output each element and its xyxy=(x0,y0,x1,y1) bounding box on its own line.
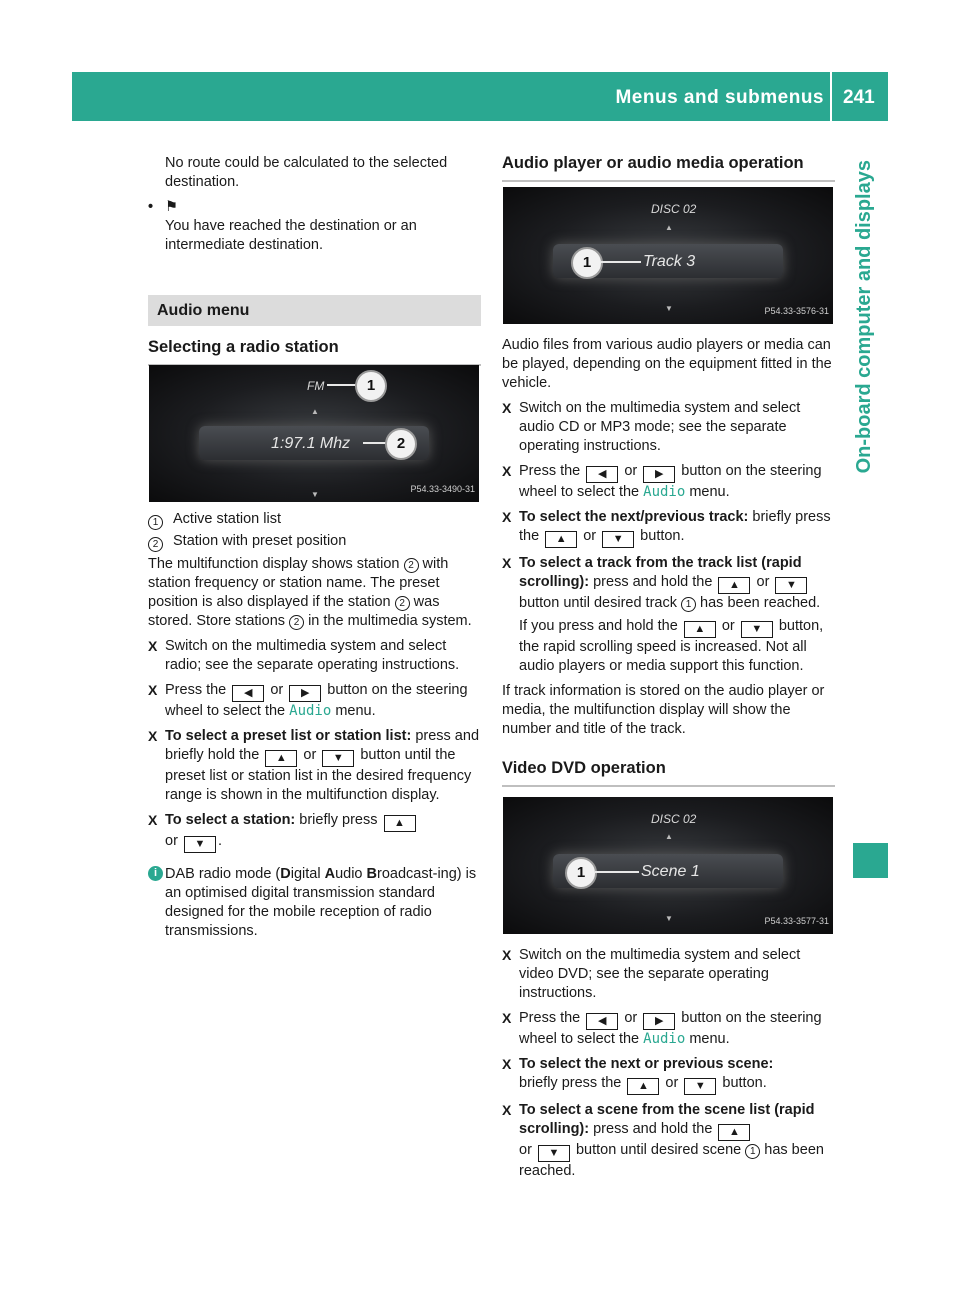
video-step-4: X To select a scene from the scene list (rapid scrolling): press and hold the ▲ or ▼ button until desired scene 1 has been reached. xyxy=(502,1102,824,1179)
bullet-text: You have reached the destination or an intermediate destination. xyxy=(165,218,417,253)
disc-label: DISC 02 xyxy=(651,812,697,826)
callout-2: 2 xyxy=(385,428,417,460)
left-column-lower xyxy=(148,510,481,941)
left-column xyxy=(148,154,481,376)
audio-menu-name: Audio xyxy=(643,1031,686,1047)
audio-display-image xyxy=(503,187,833,324)
down-key-icon: ▼ xyxy=(538,1145,570,1162)
left-key-icon: ◀ xyxy=(586,1013,618,1030)
right-column-audio xyxy=(502,336,835,797)
radio-step-2: X Press the ◀ or ▶ button on the steering wheel to select the Audio menu. xyxy=(148,682,468,719)
radio-step-3: X To select a preset list or station list: press and briefly hold the ▲ or ▼ button until the preset list or station list in the desired frequency range is shown in the multifunction display. xyxy=(148,728,480,803)
audio-step-2: X Press the ◀ or ▶ button on the steering wheel to select the Audio menu. xyxy=(502,463,822,500)
ref-1: 1 xyxy=(681,597,696,612)
down-key-icon: ▼ xyxy=(322,750,354,767)
legend-num-2: 2 xyxy=(148,537,163,552)
audio-step-3: X To select the next/previous track: briefly press the ▲ or ▼ button. xyxy=(502,508,835,548)
up-key-icon: ▲ xyxy=(384,815,416,832)
left-key-icon: ◀ xyxy=(232,685,264,702)
band-label: FM xyxy=(307,379,325,393)
down-key-icon: ▼ xyxy=(602,531,634,548)
step-arrow-icon: X xyxy=(502,947,512,963)
up-key-icon: ▲ xyxy=(718,577,750,594)
audio-menu-heading: Audio menu xyxy=(148,295,481,326)
ref-1: 1 xyxy=(745,1144,760,1159)
header-separator xyxy=(830,72,832,121)
step-arrow-icon: X xyxy=(502,400,512,416)
step-arrow-icon: X xyxy=(502,1102,512,1118)
up-key-icon: ▲ xyxy=(627,1078,659,1095)
image-reference: P54.33-3576-31 xyxy=(764,306,829,316)
down-key-icon: ▼ xyxy=(741,621,773,638)
audio-step-4: X To select a track from the track list (rapid scrolling): press and hold the ▲ or ▼ button until desired track 1 has been reached. If you press and hold the ▲ or ▼ button, the rapid scrolling speed is increased. Not all audio players or media support this function. xyxy=(502,554,835,676)
frequency-text: 1:97.1 Mhz xyxy=(271,435,351,452)
station-paragraph: The multifunction display shows station 2 with station frequency or station name. The preset position is also displayed if the station 2 was stored. Store stations 2 in the multimedia system. xyxy=(148,556,472,629)
callout-line xyxy=(601,261,641,263)
legend-item-2 xyxy=(148,532,481,551)
ref-2: 2 xyxy=(395,596,410,611)
bullet-dot: • xyxy=(148,199,154,215)
ref-2: 2 xyxy=(404,558,419,573)
up-arrow-icon: ▲ xyxy=(665,832,673,841)
step-arrow-icon: X xyxy=(148,812,158,828)
step-arrow-icon: X xyxy=(502,555,512,571)
radio-display-image xyxy=(149,365,479,502)
callout-line-2 xyxy=(363,442,387,444)
video-step-1: X Switch on the multimedia system and select video DVD; see the separate operating instructions. xyxy=(502,947,801,1001)
video-display-image xyxy=(503,797,833,934)
step-arrow-icon: X xyxy=(502,463,512,479)
step-arrow-icon: X xyxy=(502,509,512,525)
up-key-icon: ▲ xyxy=(545,531,577,548)
chapter-tab xyxy=(844,160,888,840)
right-key-icon: ▶ xyxy=(643,1013,675,1030)
legend-text-1: Active station list xyxy=(173,511,281,527)
radio-step-1: X Switch on the multimedia system and select radio; see the separate operating instructions. xyxy=(148,638,460,673)
intro-text: No route could be calculated to the selected destination. xyxy=(165,155,448,190)
chapter-label: On-board computer and displays xyxy=(853,160,875,474)
up-key-icon: ▲ xyxy=(684,621,716,638)
ref-2: 2 xyxy=(289,615,304,630)
callout-1: 1 xyxy=(355,370,387,402)
audio-player-heading: Audio player or audio media operation xyxy=(502,154,835,182)
right-key-icon: ▶ xyxy=(289,685,321,702)
video-step-3: X To select the next or previous scene: briefly press the ▲ or ▼ button. xyxy=(502,1055,835,1095)
callout-1: 1 xyxy=(571,247,603,279)
step-arrow-icon: X xyxy=(502,1056,512,1072)
radio-heading: Selecting a radio station xyxy=(148,338,481,366)
info-icon: i xyxy=(148,866,163,881)
destination-bullet xyxy=(148,198,481,255)
track-info-paragraph: If track information is stored on the audio player or media, the multifunction display will show the number and title of the track. xyxy=(502,683,825,737)
video-step-2: X Press the ◀ or ▶ button on the steering wheel to select the Audio menu. xyxy=(502,1010,822,1047)
audio-step-4-note: If you press and hold the ▲ or ▼ button, the rapid scrolling speed is increased. Not all audio players or media support this function. xyxy=(519,618,824,674)
down-key-icon: ▼ xyxy=(775,577,807,594)
step-arrow-icon: X xyxy=(148,682,158,698)
down-key-icon: ▼ xyxy=(184,836,216,853)
image-reference: P54.33-3490-31 xyxy=(410,484,475,494)
down-key-icon: ▼ xyxy=(684,1078,716,1095)
legend-item-1 xyxy=(148,510,481,529)
step-arrow-icon: X xyxy=(148,638,158,654)
audio-paragraph: Audio files from various audio players or media can be played, depending on the equipment fitted in the vehicle. xyxy=(502,337,832,391)
left-key-icon: ◀ xyxy=(586,466,618,483)
radio-step-4: X To select a station: briefly press ▲ or ▼ . xyxy=(148,811,481,853)
dab-info-note: i DAB radio mode (Digital Audio Broadcast-ing) is an optimised digital transmission standard designed for the mobile reception of radio transmissions. xyxy=(148,865,481,941)
right-key-icon: ▶ xyxy=(643,466,675,483)
up-key-icon: ▲ xyxy=(265,750,297,767)
down-arrow-icon: ▼ xyxy=(665,914,673,923)
scene-text: Scene 1 xyxy=(641,863,700,880)
down-arrow-icon: ▼ xyxy=(311,490,319,499)
up-arrow-icon: ▲ xyxy=(665,223,673,232)
page-number: 241 xyxy=(843,87,875,108)
step-arrow-icon: X xyxy=(502,1010,512,1026)
up-key-icon: ▲ xyxy=(718,1124,750,1141)
up-arrow-icon: ▲ xyxy=(311,407,319,416)
callout-line xyxy=(595,871,639,873)
audio-menu-name: Audio xyxy=(289,703,332,719)
track-text: Track 3 xyxy=(643,253,696,270)
down-arrow-icon: ▼ xyxy=(665,304,673,313)
audio-step-1: X Switch on the multimedia system and select audio CD or MP3 mode; see the separate operating instructions. xyxy=(502,400,801,454)
image-reference: P54.33-3577-31 xyxy=(764,916,829,926)
flag-icon: ⚑ xyxy=(165,199,178,215)
legend-num-1: 1 xyxy=(148,515,163,530)
disc-label: DISC 02 xyxy=(651,202,697,216)
video-dvd-heading: Video DVD operation xyxy=(502,759,835,787)
callout-1: 1 xyxy=(565,857,597,889)
callout-line-1 xyxy=(327,384,357,386)
section-title: Menus and submenus xyxy=(615,87,824,108)
right-column-video xyxy=(502,946,835,1187)
audio-menu-name: Audio xyxy=(643,484,686,500)
chapter-marker xyxy=(853,843,888,878)
legend-text-2: Station with preset position xyxy=(173,533,347,549)
step-arrow-icon: X xyxy=(148,728,158,744)
